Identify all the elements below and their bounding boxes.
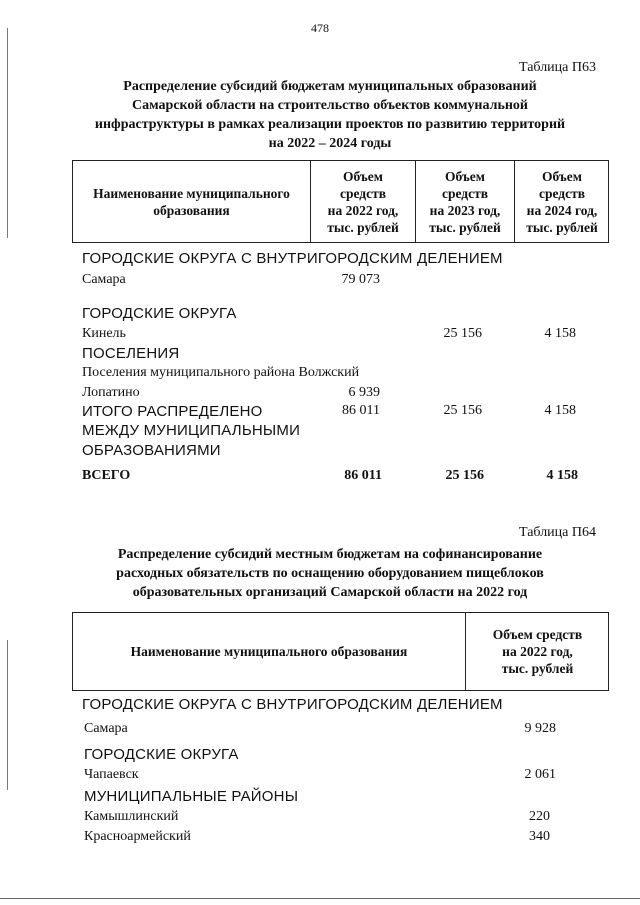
cell-2022: 6 939 [348,385,380,400]
cell-2024: 4 158 [546,468,578,483]
table-row-name: ГОРОДСКИЕ ОКРУГА [82,305,237,322]
table-row-name: ГОРОДСКИЕ ОКРУГА С ВНУТРИГОРОДСКИМ ДЕЛЕНИЕМ [82,696,503,713]
table-row-name: ГОРОДСКИЕ ОКРУГА [84,746,239,763]
table-row-name: Самара [84,721,128,736]
header-2022: Объем средств на 2022 год, тыс. рублей [492,627,583,676]
scan-edge-left [7,28,8,238]
table-64-header [72,612,609,691]
table-63-header [72,160,609,243]
table-row-name: ГОРОДСКИЕ ОКРУГА С ВНУТРИГОРОДСКИМ ДЕЛЕНИЕМ [82,250,503,267]
header-name: Наименование муниципального образования [130,644,408,659]
cell-2023: 25 156 [443,403,482,418]
cell-2023: 25 156 [443,326,482,341]
header-2022: Объем средств на 2022 год, тыс. рублей [327,168,399,235]
cell-2022: 220 [529,809,550,824]
table-row-name: Самара [82,272,126,287]
title-line: инфраструктуры в рамках реализации проектов по развитию территорий [94,117,566,132]
table-63-label: Таблица П63 [519,60,596,75]
cell-2024: 4 158 [544,326,576,341]
scan-bottom-edge [0,898,640,899]
table-row-name: ОБРАЗОВАНИЯМИ [82,442,221,459]
cell-2022: 9 928 [524,721,556,736]
table-row-name: Кинель [82,326,126,341]
table-row-name: Чапаевск [84,767,139,782]
table-row-name: Поселения муниципального района Волжский [82,365,360,380]
table-row-name: ПОСЕЛЕНИЯ [82,345,180,362]
cell-2022: 86 011 [342,403,380,418]
table-row-name: МУНИЦИПАЛЬНЫЕ РАЙОНЫ [84,788,299,805]
header-2024: Объем средств на 2024 год, тыс. рублей [526,168,598,235]
cell-2022: 340 [529,829,550,844]
title-line: на 2022 – 2024 годы [268,136,392,151]
title-line: Самарской области на строительство объектов коммунальной [131,98,528,113]
header-name: Наименование муниципального образования [93,185,290,218]
table-row-name: МЕЖДУ МУНИЦИПАЛЬНЫМИ [82,422,301,439]
title-line: образовательных организаций Самарской области на 2022 год [132,585,528,600]
page-number: 478 [311,21,329,35]
table-64-title [60,545,600,602]
cell-2023: 25 156 [445,468,484,483]
table-row-name: Лопатино [82,385,140,400]
table-row-name: ИТОГО РАСПРЕДЕЛЕНО [82,403,263,420]
table-row-name: Красноармейский [84,829,191,844]
title-line: Распределение субсидий бюджетам муниципальных образований [123,79,537,94]
cell-2022: 86 011 [344,468,382,483]
cell-2024: 4 158 [544,403,576,418]
header-2023: Объем средств на 2023 год, тыс. рублей [429,168,501,235]
title-line: Распределение субсидий местным бюджетам на софинансирование [117,547,543,562]
cell-2022: 2 061 [524,767,556,782]
table-row-name: Камышлинский [84,809,179,824]
title-line: расходных обязательств по оснащению оборудованием пищеблоков [116,566,544,581]
table-row-total: ВСЕГО [82,468,131,483]
table-63-title [60,77,600,153]
table-64-label: Таблица П64 [519,525,596,540]
cell-2022: 79 073 [341,272,380,287]
scan-edge-left [7,640,8,790]
